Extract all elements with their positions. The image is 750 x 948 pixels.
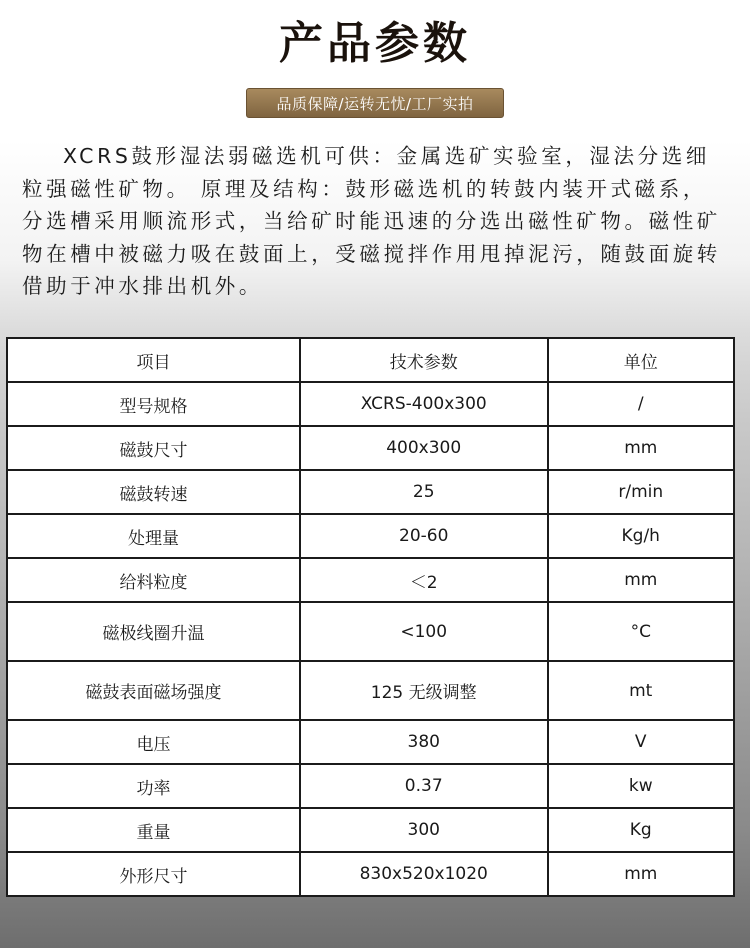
row-value: 20-60 xyxy=(300,514,548,558)
row-value: 125 无级调整 xyxy=(300,661,548,720)
header-item: 项目 xyxy=(7,338,300,382)
table-row xyxy=(7,382,734,426)
row-unit: Kg xyxy=(548,808,735,852)
table-row xyxy=(7,720,734,764)
row-value: ＜2 xyxy=(300,558,548,602)
table-row xyxy=(7,808,734,852)
row-item: 型号规格 xyxy=(7,382,300,426)
table-row xyxy=(7,602,734,661)
row-item: 磁鼓转速 xyxy=(7,470,300,514)
row-unit: mm xyxy=(548,852,735,896)
row-unit: V xyxy=(548,720,735,764)
row-item: 电压 xyxy=(7,720,300,764)
table-row xyxy=(7,558,734,602)
row-unit: r/min xyxy=(548,470,735,514)
header-unit: 单位 xyxy=(548,338,735,382)
row-unit: / xyxy=(548,382,735,426)
row-value: 400x300 xyxy=(300,426,548,470)
table-row xyxy=(7,764,734,808)
row-item: 磁极线圈升温 xyxy=(7,602,300,661)
row-unit: Kg/h xyxy=(548,514,735,558)
row-item: 磁鼓表面磁场强度 xyxy=(7,661,300,720)
row-value: 830x520x1020 xyxy=(300,852,548,896)
row-unit: mm xyxy=(548,426,735,470)
row-unit: mm xyxy=(548,558,735,602)
row-item: 给料粒度 xyxy=(7,558,300,602)
row-unit: kw xyxy=(548,764,735,808)
row-item: 重量 xyxy=(7,808,300,852)
row-value: 300 xyxy=(300,808,548,852)
row-value: <100 xyxy=(300,602,548,661)
parameters-table xyxy=(6,337,735,897)
table-row xyxy=(7,514,734,558)
row-value: 380 xyxy=(300,720,548,764)
quality-badge: 品质保障/运转无忧/工厂实拍 xyxy=(246,88,504,118)
header-value: 技术参数 xyxy=(300,338,548,382)
table-row xyxy=(7,470,734,514)
page-title: 产品参数 xyxy=(279,18,471,69)
table-row xyxy=(7,661,734,720)
row-item: 功率 xyxy=(7,764,300,808)
row-unit: °C xyxy=(548,602,735,661)
table-row xyxy=(7,426,734,470)
row-value: 0.37 xyxy=(300,764,548,808)
row-unit: mt xyxy=(548,661,735,720)
row-item: 处理量 xyxy=(7,514,300,558)
row-value: 25 xyxy=(300,470,548,514)
row-item: 磁鼓尺寸 xyxy=(7,426,300,470)
table-row xyxy=(7,852,734,896)
row-item: 外形尺寸 xyxy=(7,852,300,896)
row-value: XCRS-400x300 xyxy=(300,382,548,426)
product-description: XCRS鼓形湿法弱磁选机可供：金属选矿实验室，湿法分选细粒强磁性矿物。 原理及结构：鼓形磁选机的转鼓内装开式磁系，分选槽采用顺流形式，当给矿时能迅速的分选出磁性矿物。磁性矿物在槽中被磁力吸在鼓面上，受磁搅拌作用甩掉泥污，随鼓面旋转借助于冲水排出机外。 xyxy=(22,144,721,298)
table-header-row xyxy=(7,338,734,382)
